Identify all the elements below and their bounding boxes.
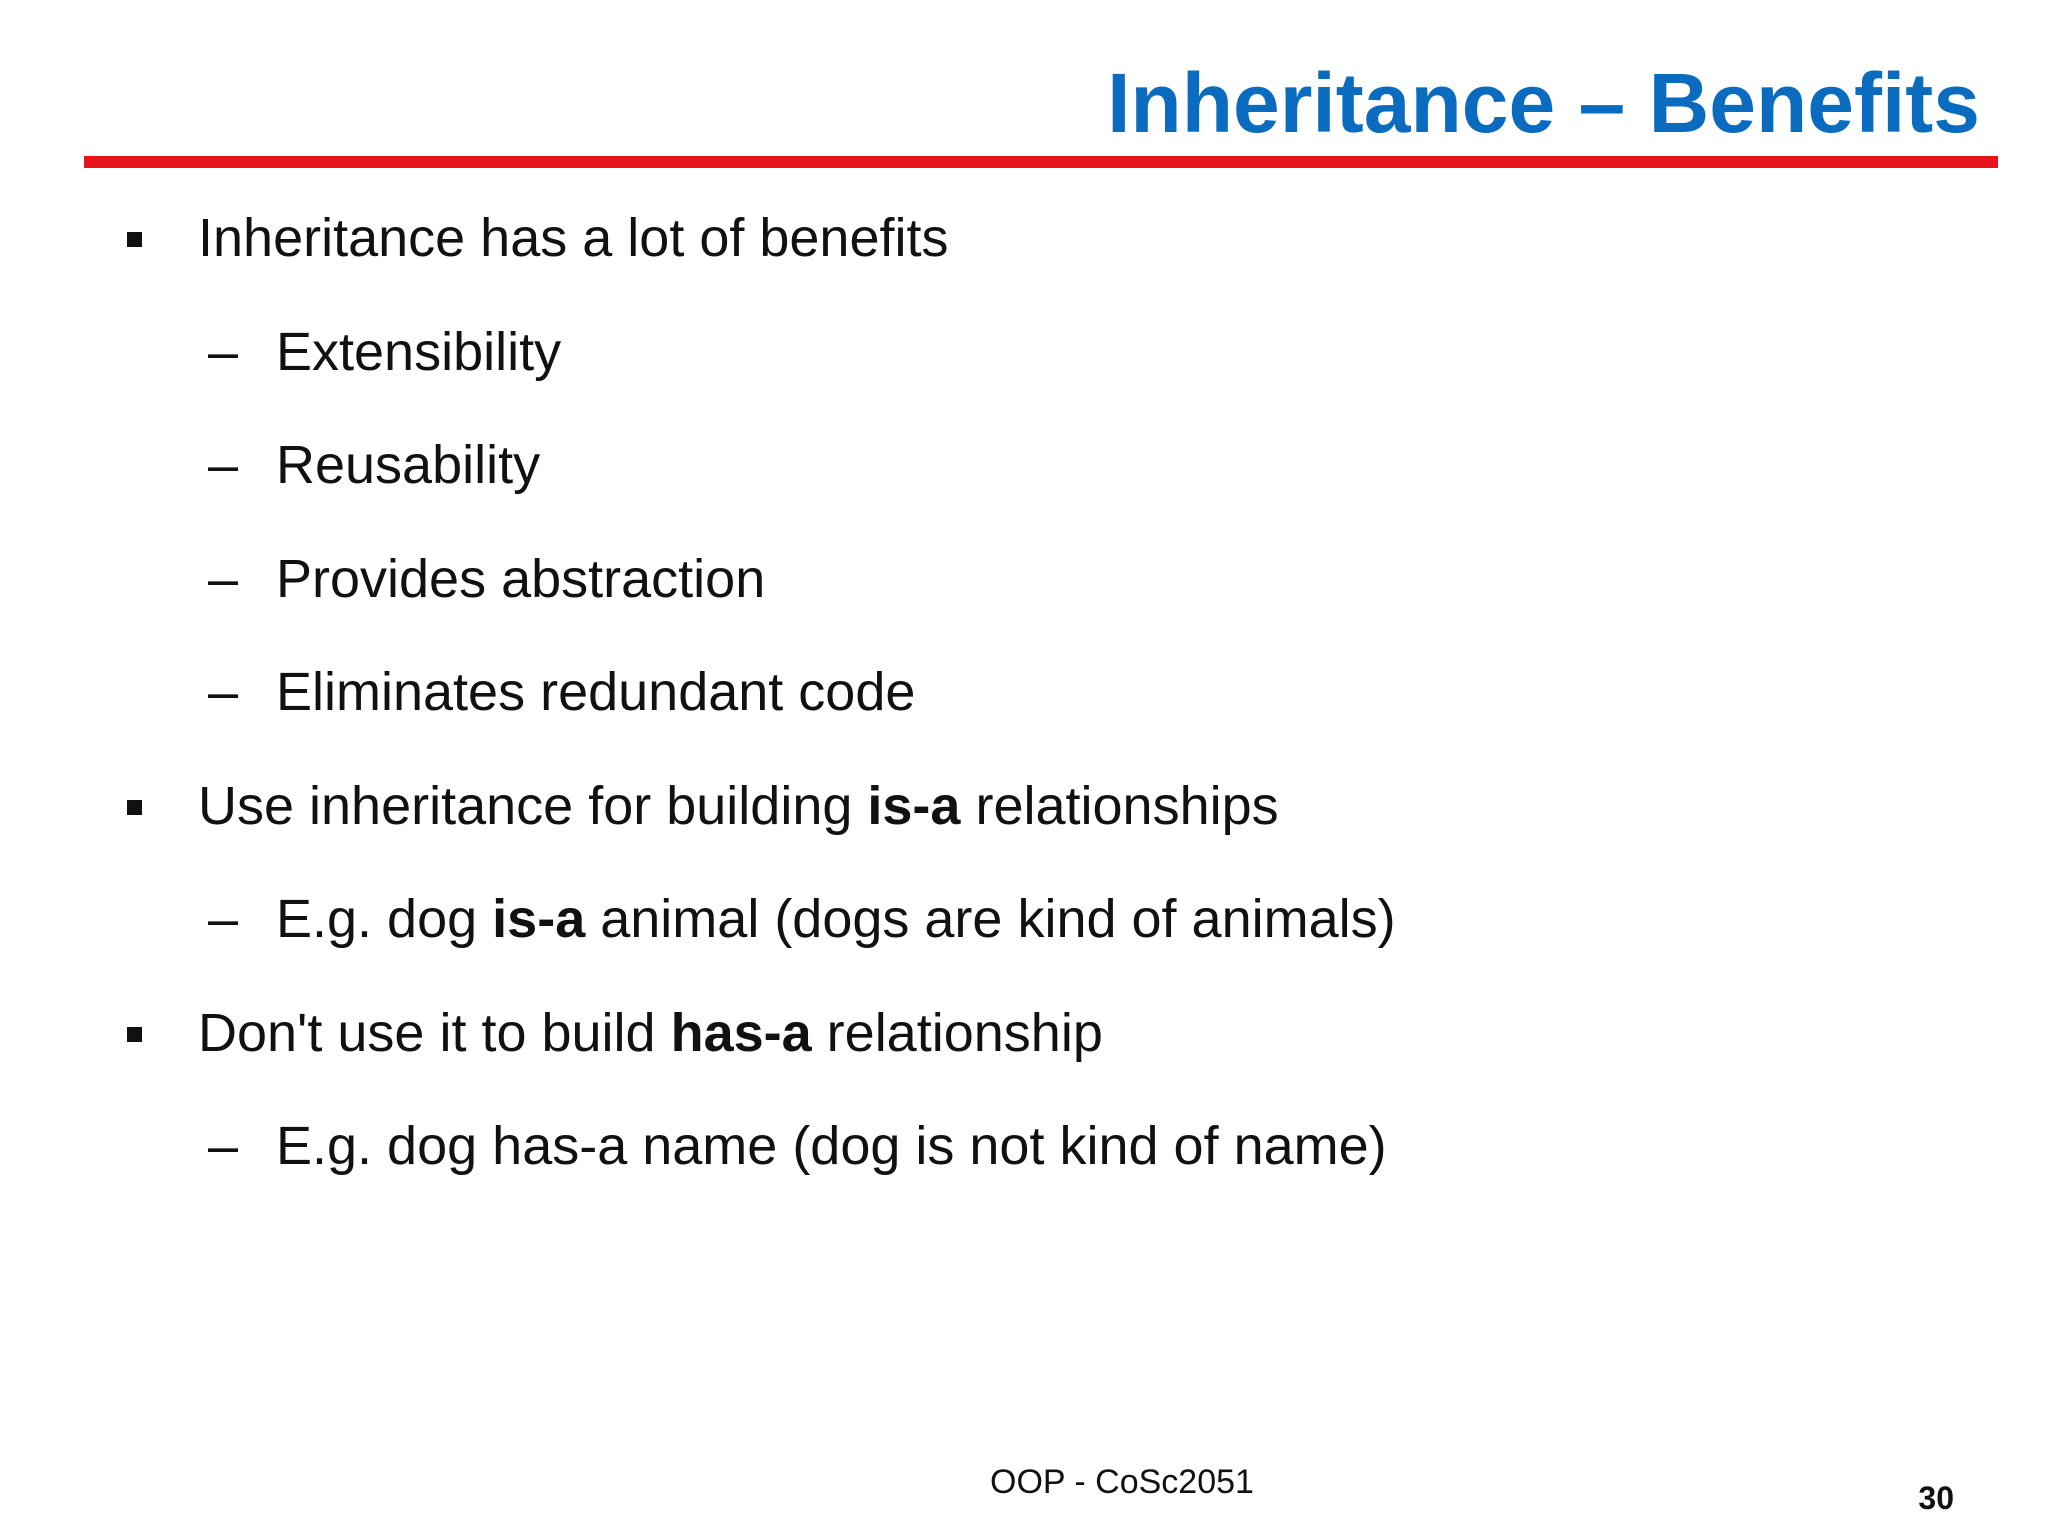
dash-bullet-icon: – — [208, 435, 239, 495]
bullet-item — [0, 1001, 2048, 1065]
bullet-text — [276, 1114, 1387, 1178]
dash-bullet-icon: – — [208, 549, 239, 609]
bold-term: has-a — [670, 1003, 812, 1063]
sub-bullet-item — [0, 320, 2048, 384]
bullet-item — [0, 774, 2048, 838]
text-run: Use inheritance for building — [198, 776, 868, 836]
bullet-text — [276, 660, 915, 724]
bullet-text — [198, 1001, 1103, 1065]
text-run: animal (dogs are kind of animals) — [585, 889, 1396, 949]
text-run: Extensibility — [276, 322, 562, 382]
bullet-text — [198, 774, 1279, 838]
sub-bullet-item — [0, 1114, 2048, 1178]
text-run: E.g. dog — [276, 889, 493, 949]
slide-title: Inheritance – Benefits — [1107, 56, 1980, 150]
text-run: relationship — [811, 1003, 1103, 1063]
bullet-text — [276, 547, 765, 611]
bullet-text — [198, 206, 949, 270]
text-run: Provides abstraction — [276, 549, 766, 609]
sub-bullet-item — [0, 433, 2048, 497]
square-bullet-icon — [127, 232, 142, 247]
sub-bullet-item — [0, 547, 2048, 611]
dash-bullet-icon: – — [208, 889, 239, 949]
bullet-text — [276, 887, 1396, 951]
text-run: E.g. dog has-a name (dog is not kind of name) — [276, 1116, 1387, 1176]
text-run: Reusability — [276, 435, 541, 495]
text-run: Eliminates redundant code — [276, 662, 916, 722]
dash-bullet-icon: – — [208, 662, 239, 722]
text-run: Don't use it to build — [198, 1003, 671, 1063]
text-run: Inheritance has a lot of benefits — [198, 208, 949, 268]
sub-bullet-item — [0, 660, 2048, 724]
title-divider — [84, 156, 1998, 168]
dash-bullet-icon: – — [208, 322, 239, 382]
bold-term: is-a — [867, 776, 961, 836]
text-run: relationships — [960, 776, 1279, 836]
dash-bullet-icon: – — [208, 1116, 239, 1176]
bullet-item — [0, 206, 2048, 270]
footer-course-label: OOP - CoSc2051 — [990, 1463, 1254, 1501]
sub-bullet-item — [0, 887, 2048, 951]
bold-term: is-a — [492, 889, 586, 949]
bullet-text — [276, 320, 561, 384]
square-bullet-icon — [127, 1027, 142, 1042]
square-bullet-icon — [127, 800, 142, 815]
bullet-text — [276, 433, 540, 497]
page-number: 30 — [1918, 1480, 1954, 1516]
